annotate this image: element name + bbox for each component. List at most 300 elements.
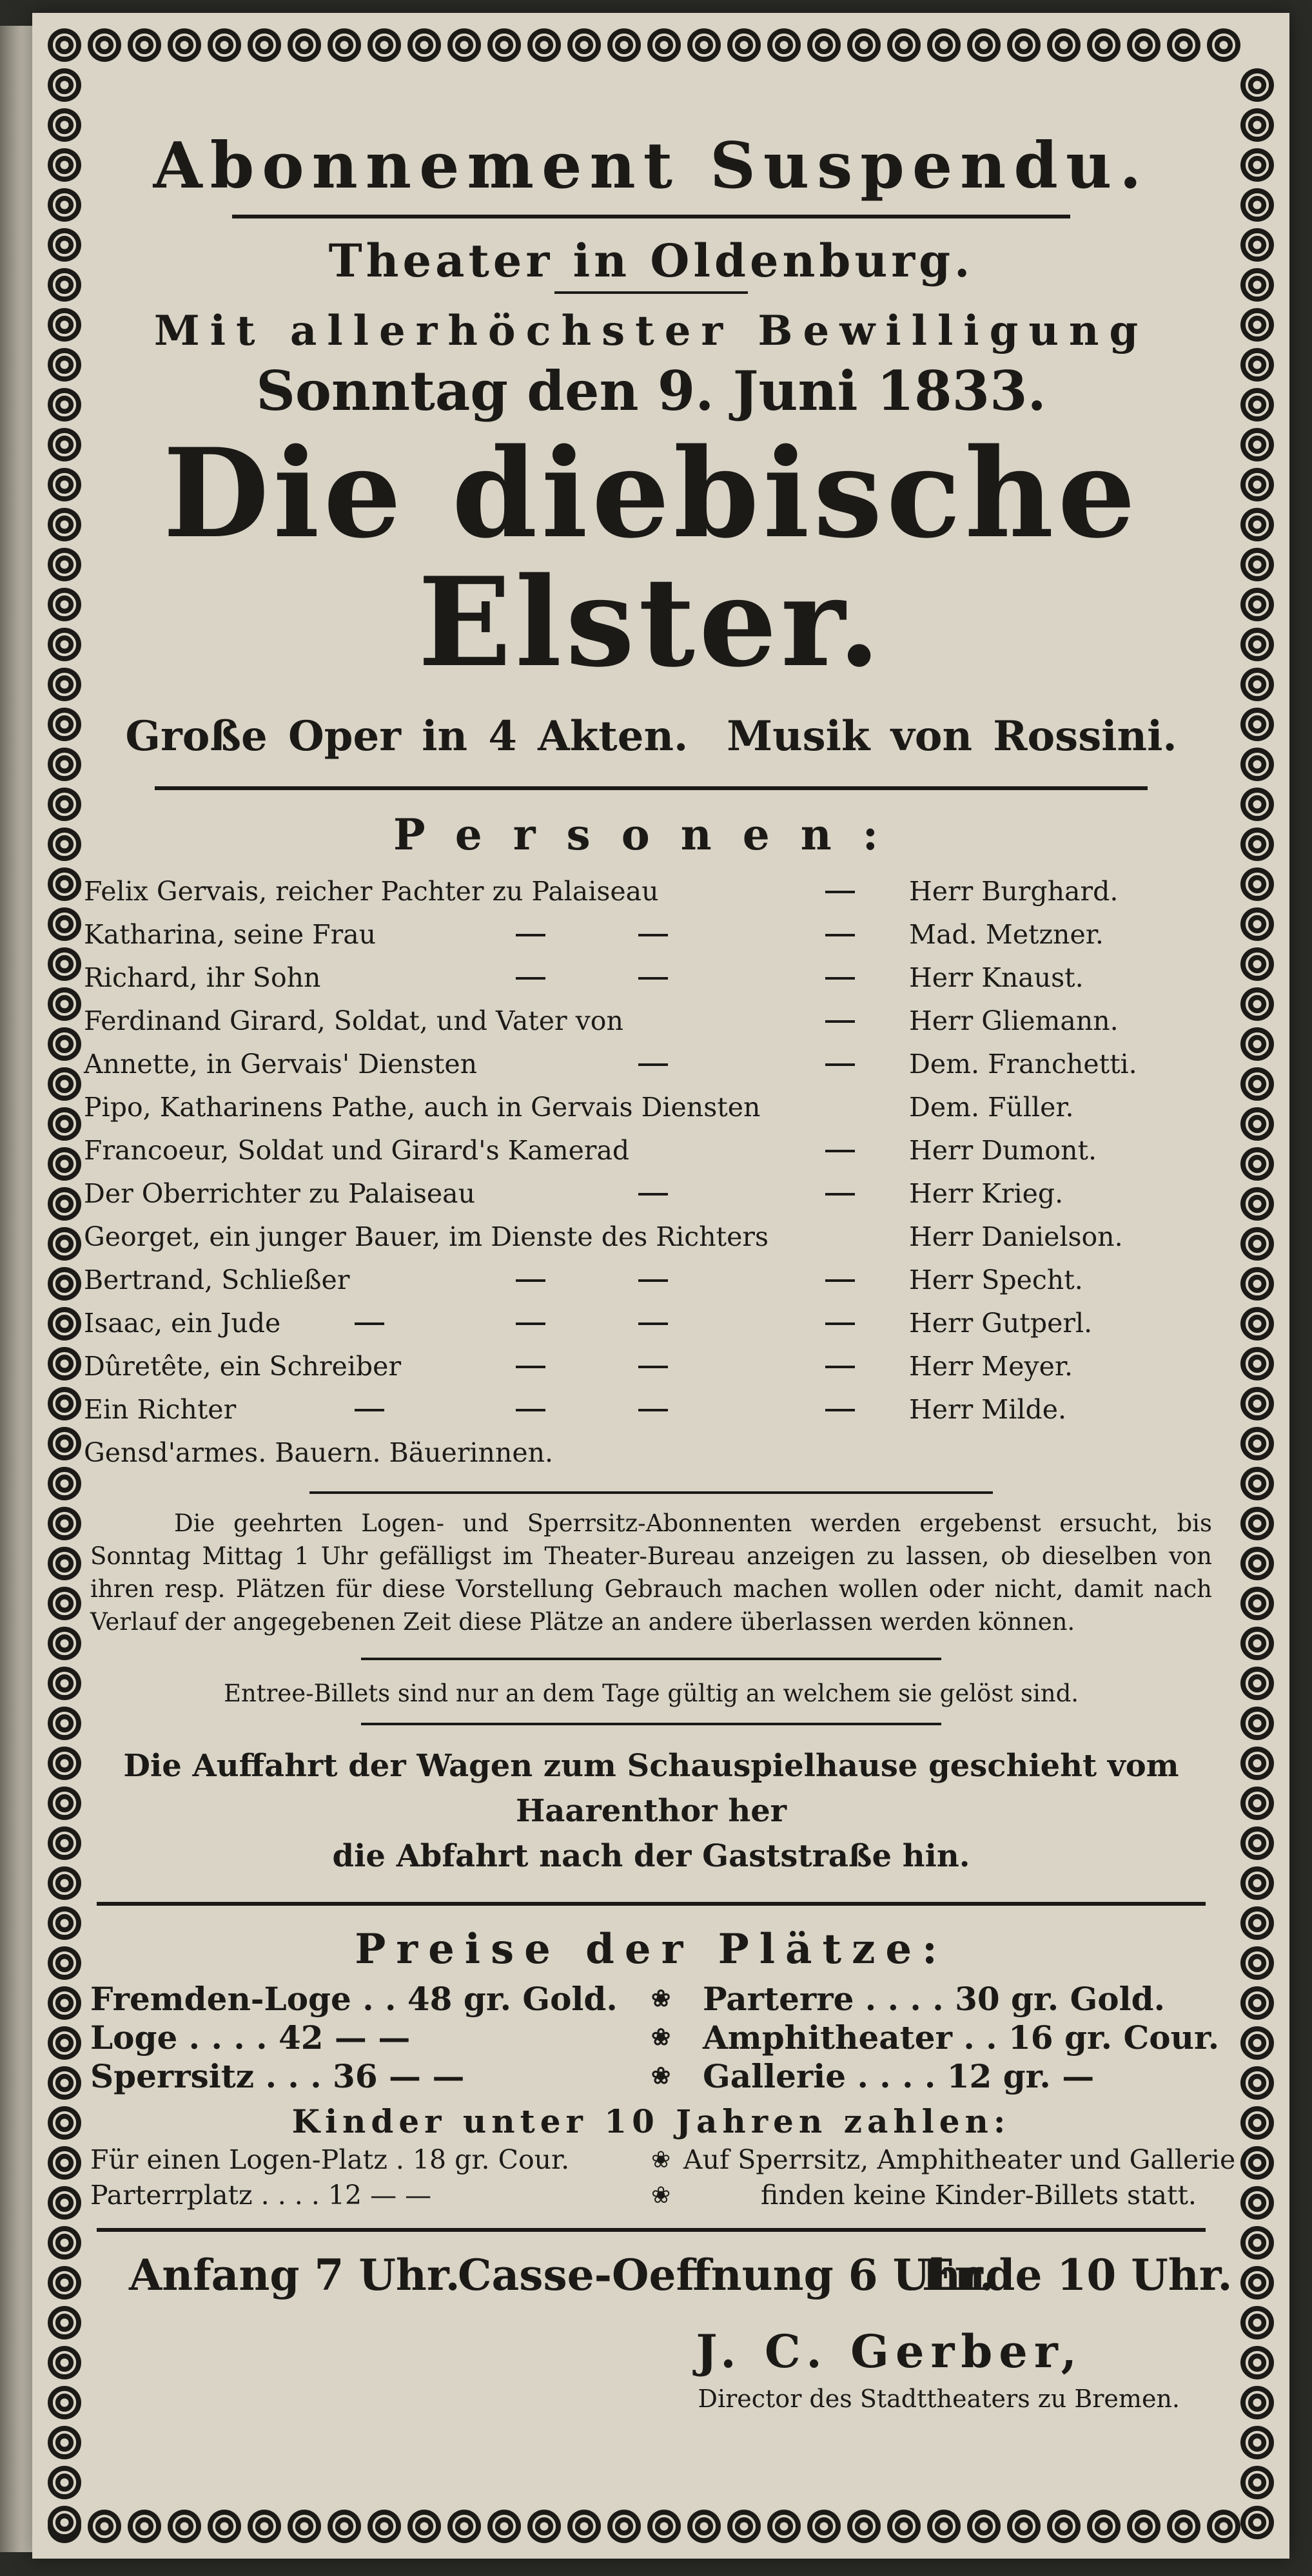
flower-ornament-icon: ❀ <box>651 2024 671 2051</box>
cast-role: Francoeur, Soldat und Girard's Kamerad <box>84 1135 630 1166</box>
border-rosette-icon <box>1240 268 1274 302</box>
border-rosette-icon <box>1240 867 1274 901</box>
border-rosette-icon <box>767 28 801 62</box>
cast-actor: Dem. Füller. <box>909 1092 1074 1123</box>
extras-label: Gensd'armes. Bauern. Bäuerinnen. <box>84 1437 554 1468</box>
border-rosette-icon <box>1240 2466 1274 2499</box>
cast-role: Der Oberrichter zu Palaiseau <box>84 1178 475 1209</box>
border-rosette-icon <box>1240 907 1274 941</box>
dash-separator <box>516 1322 545 1325</box>
border-rosette-icon <box>1240 1027 1274 1061</box>
cast-row <box>84 1259 1219 1302</box>
border-rosette-icon <box>1240 348 1274 382</box>
border-rosette-icon <box>1240 708 1274 741</box>
prices-heading: Preise der Plätze: <box>355 1925 948 1973</box>
dash-separator <box>516 1409 545 1411</box>
border-rosette-icon <box>1240 228 1274 262</box>
border-rosette-icon <box>1240 388 1274 421</box>
divider <box>554 291 748 294</box>
border-rosette-icon <box>1240 1627 1274 1660</box>
theater-heading: Theater in Oldenburg. <box>328 234 974 287</box>
flower-ornament-icon: ❀ <box>651 2182 671 2209</box>
border-rosette-icon <box>1240 987 1274 1021</box>
border-rosette-icon <box>48 1866 81 1900</box>
border-rosette-icon <box>647 28 681 62</box>
border-rosette-icon <box>1240 2186 1274 2220</box>
cast-actor: Herr Milde. <box>909 1394 1066 1425</box>
dash-separator <box>825 1409 855 1411</box>
border-rosette-icon <box>1007 28 1041 62</box>
border-rosette-icon <box>48 2146 81 2180</box>
border-rosette-icon <box>48 1467 81 1500</box>
border-rosette-icon <box>48 1147 81 1181</box>
border-rosette-icon <box>48 2466 81 2499</box>
border-rosette-icon <box>1240 1467 1274 1500</box>
border-rosette-icon <box>48 1747 81 1780</box>
dash-separator <box>516 977 545 980</box>
dash-separator <box>825 1063 855 1066</box>
border-rosette-icon <box>727 2510 761 2543</box>
cast-actor: Herr Meyer. <box>909 1351 1073 1382</box>
border-rosette-icon <box>887 2510 921 2543</box>
border-rosette-icon <box>1240 108 1274 142</box>
border-rosette-icon <box>48 1787 81 1820</box>
performance-date: Sonntag den 9. Juni 1833. <box>256 359 1046 423</box>
cast-row <box>84 1172 1219 1215</box>
dash-separator <box>638 1366 668 1368</box>
cast-row <box>84 1302 1219 1345</box>
cast-role: Ferdinand Girard, Soldat, und Vater von <box>84 1005 623 1036</box>
composer: Musik von Rossini. <box>727 712 1177 760</box>
price-gallerie: Gallerie . . . . 12 gr. — <box>703 2057 1095 2095</box>
border-rosette-icon <box>1240 1866 1274 1900</box>
border-rosette-icon <box>1240 2386 1274 2419</box>
border-rosette-icon <box>48 1826 81 1860</box>
children-note-1: Auf Sperrsitz, Amphitheater und Gallerie <box>683 2144 1236 2175</box>
dash-separator <box>825 1020 855 1023</box>
signature-name: J. C. Gerber, <box>696 2325 1083 2378</box>
dash-separator <box>638 977 668 980</box>
border-rosette-icon <box>48 2186 81 2220</box>
cast-role: Ein Richter <box>84 1394 237 1425</box>
cast-actor: Herr Krieg. <box>909 1178 1064 1209</box>
border-rosette-icon <box>527 28 561 62</box>
dash-separator <box>825 977 855 980</box>
border-rosette-icon <box>1240 2506 1274 2539</box>
border-rosette-icon <box>48 388 81 421</box>
border-rosette-icon <box>567 28 601 62</box>
border-rosette-icon <box>1240 2346 1274 2379</box>
dash-separator <box>355 1322 384 1325</box>
border-rosette-icon <box>487 28 521 62</box>
border-rosette-icon <box>48 2506 81 2539</box>
box-office-time: Casse-Oeffnung 6 Uhr. <box>458 2250 994 2300</box>
border-rosette-icon <box>1240 1826 1274 1860</box>
border-rosette-icon <box>48 2106 81 2140</box>
cast-row <box>84 1345 1219 1388</box>
cast-actor: Herr Burghard. <box>909 876 1119 907</box>
cast-row <box>84 870 1219 913</box>
border-rosette-icon <box>1240 1347 1274 1380</box>
border-rosette-icon <box>48 188 81 222</box>
dash-separator <box>516 1279 545 1282</box>
border-rosette-icon <box>48 1307 81 1341</box>
dash-separator <box>516 1366 545 1368</box>
border-rosette-icon <box>727 28 761 62</box>
border-rosette-icon <box>767 2510 801 2543</box>
border-rosette-icon <box>128 2510 161 2543</box>
dash-separator <box>638 934 668 936</box>
border-rosette-icon <box>48 2226 81 2260</box>
cast-actor: Herr Danielson. <box>909 1221 1123 1252</box>
border-rosette-icon <box>1240 1107 1274 1141</box>
border-rosette-icon <box>1240 148 1274 182</box>
border-rosette-icon <box>1127 28 1160 62</box>
border-rosette-icon <box>807 28 841 62</box>
cast-role: Pipo, Katharinens Pathe, auch in Gervais Diensten <box>84 1092 761 1123</box>
cast-row <box>84 913 1219 956</box>
border-rosette-icon <box>407 2510 441 2543</box>
border-rosette-icon <box>48 1946 81 1980</box>
border-rosette-icon <box>887 28 921 62</box>
price-sperrsitz: Sperrsitz . . . 36 — — <box>90 2057 465 2095</box>
border-rosette-icon <box>1047 28 1081 62</box>
child-price-logen: Für einen Logen-Platz . 18 gr. Cour. <box>90 2144 570 2175</box>
dash-separator <box>825 1366 855 1368</box>
border-rosette-icon <box>48 668 81 701</box>
border-rosette-icon <box>48 1627 81 1660</box>
border-rosette-icon <box>48 228 81 262</box>
border-rosette-icon <box>48 508 81 541</box>
cast-role: Felix Gervais, reicher Pachter zu Palaiseau <box>84 876 659 907</box>
cast-actor: Dem. Franchetti. <box>909 1049 1137 1080</box>
divider <box>361 1723 941 1725</box>
border-rosette-icon <box>48 2346 81 2379</box>
cast-role: Dûretête, ein Schreiber <box>84 1351 402 1382</box>
opera-title: Die diebische Elster. <box>162 421 1140 694</box>
children-note-2: finden keine Kinder-Billets statt. <box>761 2180 1197 2211</box>
border-rosette-icon <box>48 28 81 62</box>
dash-separator <box>825 1193 855 1196</box>
border-rosette-icon <box>288 28 321 62</box>
border-rosette-icon <box>208 28 241 62</box>
divider <box>155 786 1148 790</box>
flower-ornament-icon: ❀ <box>651 2062 671 2089</box>
border-rosette-icon <box>48 428 81 461</box>
flower-ornament-icon: ❀ <box>651 1985 671 2012</box>
border-rosette-icon <box>487 2510 521 2543</box>
cast-row <box>84 1129 1219 1172</box>
border-rosette-icon <box>1087 28 1121 62</box>
border-rosette-icon <box>48 1587 81 1620</box>
border-rosette-icon <box>48 108 81 142</box>
border-rosette-icon <box>48 268 81 302</box>
border-rosette-icon <box>128 28 161 62</box>
border-rosette-icon <box>1240 1187 1274 1221</box>
divider <box>232 215 1070 218</box>
border-rosette-icon <box>1240 628 1274 661</box>
border-rosette-icon <box>1240 947 1274 981</box>
border-rosette-icon <box>48 748 81 781</box>
border-rosette-icon <box>48 68 81 102</box>
start-time: Anfang 7 Uhr. <box>129 2250 460 2300</box>
border-rosette-icon <box>48 1427 81 1460</box>
cast-actor: Herr Specht. <box>909 1264 1083 1295</box>
cast-role: Isaac, ein Jude <box>84 1308 281 1339</box>
border-rosette-icon <box>687 2510 721 2543</box>
border-rosette-icon <box>48 1906 81 1940</box>
border-rosette-icon <box>1240 508 1274 541</box>
border-rosette-icon <box>1207 2510 1240 2543</box>
border-rosette-icon <box>48 2066 81 2100</box>
border-rosette-icon <box>607 2510 641 2543</box>
cast-row <box>84 1000 1219 1043</box>
dash-separator <box>825 1322 855 1325</box>
border-rosette-icon <box>48 788 81 821</box>
dash-separator <box>638 1322 668 1325</box>
border-rosette-icon <box>48 2306 81 2339</box>
border-rosette-icon <box>1240 748 1274 781</box>
entree-notice: Entree-Billets sind nur an dem Tage gültig an welchem sie gelöst sind. <box>223 1680 1079 1707</box>
border-rosette-icon <box>1240 308 1274 342</box>
border-rosette-icon <box>1240 548 1274 581</box>
border-rosette-icon <box>1240 1906 1274 1940</box>
border-rosette-icon <box>847 28 881 62</box>
border-rosette-icon <box>1240 588 1274 621</box>
border-rosette-icon <box>1240 2066 1274 2100</box>
border-rosette-icon <box>1240 2426 1274 2459</box>
cast-role: Bertrand, Schließer <box>84 1264 350 1295</box>
carriage-line-2: die Abfahrt nach der Gaststraße hin. <box>332 1838 970 1874</box>
border-rosette-icon <box>1240 1667 1274 1700</box>
price-table <box>84 1980 1219 2096</box>
playbill-page <box>32 13 1289 2559</box>
subscriber-notice: Die geehrten Logen- und Sperrsitz-Abonnenten werden ergebenst ersucht, bis Sonntag Mittag 1 Uhr gefälligst im Theater-Bureau anzeigen zu lassen, ob dieselben von ihren resp. Plätzen für diese Vorstellung Gebrauch machen wollen oder nicht, damit nach Verlauf der angegebenen Zeit diese Plätze an andere überlassen werden können. <box>90 1509 1212 1636</box>
border-rosette-icon <box>208 2510 241 2543</box>
border-rosette-icon <box>927 2510 961 2543</box>
border-rosette-icon <box>527 2510 561 2543</box>
border-rosette-icon <box>48 867 81 901</box>
border-rosette-icon <box>288 2510 321 2543</box>
dash-separator <box>516 934 545 936</box>
border-rosette-icon <box>1240 1587 1274 1620</box>
cast-extras <box>84 1431 1219 1475</box>
border-rosette-icon <box>48 2266 81 2300</box>
dash-separator <box>638 1193 668 1196</box>
border-rosette-icon <box>48 1027 81 1061</box>
border-rosette-icon <box>1047 2510 1081 2543</box>
border-rosette-icon <box>48 348 81 382</box>
cast-row <box>84 1086 1219 1129</box>
border-rosette-icon <box>1087 2510 1121 2543</box>
border-rosette-icon <box>1167 28 1200 62</box>
cast-role: Richard, ihr Sohn <box>84 962 321 993</box>
border-rosette-icon <box>1240 68 1274 102</box>
border-rosette-icon <box>367 28 401 62</box>
border-rosette-icon <box>48 1067 81 1101</box>
border-rosette-icon <box>1240 1067 1274 1101</box>
border-rosette-icon <box>807 2510 841 2543</box>
permission-line: Mit allerhöchster Bewilligung <box>153 307 1149 355</box>
cast-row <box>84 1388 1219 1431</box>
border-rosette-icon <box>48 1187 81 1221</box>
child-price-parterre: Parterrplatz . . . . 12 — — <box>90 2180 432 2211</box>
border-rosette-icon <box>1240 1267 1274 1301</box>
price-loge: Loge . . . . 42 — — <box>90 2019 411 2057</box>
border-rosette-icon <box>1240 1387 1274 1420</box>
border-rosette-icon <box>48 1227 81 1261</box>
border-rosette-icon <box>48 1347 81 1380</box>
border-rosette-icon <box>48 1667 81 1700</box>
border-rosette-icon <box>48 628 81 661</box>
border-rosette-icon <box>847 2510 881 2543</box>
children-heading: Kinder unter 10 Jahren zahlen: <box>291 2102 1011 2140</box>
border-rosette-icon <box>1240 1707 1274 1740</box>
border-rosette-icon <box>48 588 81 621</box>
border-rosette-icon <box>88 28 121 62</box>
children-prices <box>84 2144 1236 2222</box>
price-parterre: Parterre . . . . 30 gr. Gold. <box>703 1980 1165 2018</box>
border-rosette-icon <box>48 907 81 941</box>
divider <box>97 2228 1206 2232</box>
cast-role: Annette, in Gervais' Diensten <box>84 1049 478 1080</box>
border-rosette-icon <box>607 28 641 62</box>
border-rosette-icon <box>1240 1747 1274 1780</box>
border-rosette-icon <box>1240 1427 1274 1460</box>
dash-separator <box>638 1409 668 1411</box>
border-rosette-icon <box>1240 668 1274 701</box>
dash-separator <box>638 1063 668 1066</box>
border-rosette-icon <box>48 987 81 1021</box>
border-rosette-icon <box>48 468 81 501</box>
signature-title: Director des Stadttheaters zu Bremen. <box>698 2385 1180 2413</box>
border-rosette-icon <box>1240 2026 1274 2060</box>
cast-row <box>84 956 1219 1000</box>
abonnement-heading: Abonnement Suspendu. <box>153 129 1150 203</box>
flower-ornament-icon: ❀ <box>651 2147 671 2173</box>
border-rosette-icon <box>1240 2226 1274 2260</box>
border-rosette-icon <box>48 1107 81 1141</box>
border-rosette-icon <box>447 2510 481 2543</box>
border-rosette-icon <box>1240 1507 1274 1540</box>
border-rosette-icon <box>1240 2266 1274 2300</box>
border-rosette-icon <box>967 28 1001 62</box>
opera-subtitle <box>84 712 1219 760</box>
border-rosette-icon <box>927 28 961 62</box>
dash-separator <box>825 1279 855 1282</box>
border-rosette-icon <box>48 1387 81 1420</box>
border-rosette-icon <box>48 2386 81 2419</box>
divider <box>309 1491 993 1494</box>
border-rosette-icon <box>1240 1307 1274 1341</box>
border-rosette-icon <box>1240 2146 1274 2180</box>
cast-role: Katharina, seine Frau <box>84 919 377 950</box>
cast-actor: Mad. Metzner. <box>909 919 1104 950</box>
border-rosette-icon <box>1007 2510 1041 2543</box>
border-rosette-icon <box>88 2510 121 2543</box>
border-rosette-icon <box>967 2510 1001 2543</box>
border-rosette-icon <box>647 2510 681 2543</box>
cast-actor: Herr Gliemann. <box>909 1005 1119 1036</box>
border-rosette-icon <box>367 2510 401 2543</box>
cast-row <box>84 1043 1219 1086</box>
carriage-line-1: Die Auffahrt der Wagen zum Schauspielhause geschieht vom Haarenthor her <box>123 1748 1179 1829</box>
border-rosette-icon <box>328 28 361 62</box>
border-rosette-icon <box>248 2510 281 2543</box>
border-rosette-icon <box>328 2510 361 2543</box>
border-rosette-icon <box>248 28 281 62</box>
border-rosette-icon <box>168 28 201 62</box>
border-rosette-icon <box>48 1267 81 1301</box>
price-amphitheater: Amphitheater . . 16 gr. Cour. <box>703 2019 1220 2057</box>
border-rosette-icon <box>567 2510 601 2543</box>
border-rosette-icon <box>48 828 81 861</box>
end-time: Ende 10 Uhr. <box>922 2250 1233 2300</box>
playbill-content <box>84 84 1236 2413</box>
border-rosette-icon <box>48 2426 81 2459</box>
border-rosette-icon <box>48 947 81 981</box>
border-rosette-icon <box>1240 188 1274 222</box>
border-rosette-icon <box>1240 1147 1274 1181</box>
border-rosette-icon <box>1240 1986 1274 2020</box>
dash-separator <box>638 1279 668 1282</box>
border-rosette-icon <box>1240 788 1274 821</box>
dash-separator <box>355 1409 384 1411</box>
border-rosette-icon <box>687 28 721 62</box>
border-rosette-icon <box>1240 1787 1274 1820</box>
divider <box>97 1902 1206 1906</box>
dash-separator <box>825 934 855 936</box>
time-line <box>84 2238 1233 2309</box>
cast-actor: Herr Gutperl. <box>909 1308 1093 1339</box>
border-rosette-icon <box>1207 28 1240 62</box>
cast-list <box>84 870 1219 1431</box>
carriage-notice <box>84 1743 1219 1879</box>
border-rosette-icon <box>1240 468 1274 501</box>
dash-separator <box>825 891 855 893</box>
border-rosette-icon <box>48 1547 81 1580</box>
border-rosette-icon <box>48 148 81 182</box>
personen-heading: Personen: <box>393 809 910 860</box>
border-rosette-icon <box>48 1707 81 1740</box>
border-rosette-icon <box>48 548 81 581</box>
border-rosette-icon <box>1240 2306 1274 2339</box>
dash-separator <box>825 1150 855 1152</box>
opera-genre: Große Oper in 4 Akten. <box>125 712 689 760</box>
price-fremden-loge: Fremden-Loge . . 48 gr. Gold. <box>90 1980 618 2018</box>
divider <box>361 1658 941 1660</box>
cast-actor: Herr Dumont. <box>909 1135 1097 1166</box>
cast-role: Georget, ein junger Bauer, im Dienste des Richters <box>84 1221 769 1252</box>
cast-row <box>84 1215 1219 1259</box>
cast-actor: Herr Knaust. <box>909 962 1084 993</box>
border-rosette-icon <box>48 1986 81 2020</box>
border-rosette-icon <box>1127 2510 1160 2543</box>
border-rosette-icon <box>407 28 441 62</box>
border-rosette-icon <box>1240 1547 1274 1580</box>
border-rosette-icon <box>1240 1227 1274 1261</box>
border-rosette-icon <box>1167 2510 1200 2543</box>
border-rosette-icon <box>1240 2106 1274 2140</box>
border-rosette-icon <box>48 308 81 342</box>
border-rosette-icon <box>48 708 81 741</box>
border-rosette-icon <box>1240 428 1274 461</box>
border-rosette-icon <box>447 28 481 62</box>
border-rosette-icon <box>48 2026 81 2060</box>
border-rosette-icon <box>1240 828 1274 861</box>
border-rosette-icon <box>168 2510 201 2543</box>
border-rosette-icon <box>48 1507 81 1540</box>
